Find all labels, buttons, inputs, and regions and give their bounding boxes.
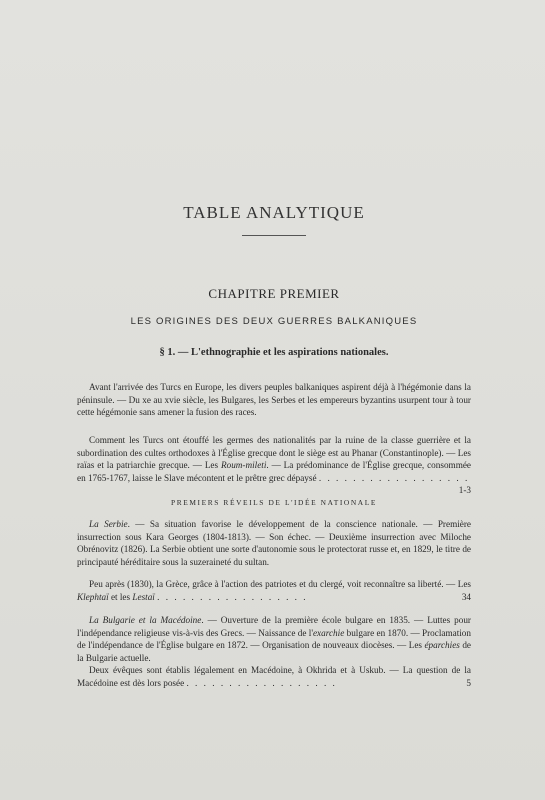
- leader-dots: . . . . . . . . . . . . . . . . . .: [186, 677, 337, 688]
- p4-mid: et les: [108, 591, 133, 602]
- p4-text: Peu après (1830), la Grèce, grâce à l'action des patriotes et du clergé, voit reconnaître sa liberté. — Les: [89, 579, 471, 589]
- chapter-heading: CHAPITRE PREMIER: [208, 286, 340, 301]
- p2-text: Comment les Turcs ont étouffé les germes des nationalités par la ruine de la classe guerrière et la subordination des cultes orthodoxes à l'Église grecque dont le siège est au Phanar (Constantinople). — Les raïas et la patriarchie grecque. — Les: [77, 435, 471, 471]
- page-ref: 5: [466, 677, 471, 688]
- p6-text: Deux évêques sont établis légalement en Macédoine, à Okhrida et à Uskub. — La question de la Macédoine est dès lors posée: [77, 665, 471, 688]
- p5-text-3: de la Bulgarie actuelle.: [77, 640, 472, 663]
- p4-italic-2: Lestaï: [132, 591, 155, 602]
- paragraph-6: [77, 664, 471, 689]
- paragraph-5: [77, 614, 471, 664]
- p2-rest: . — La prédominance de l'Église grecque, consommée en 1765-1767, laisse le Slave mécontent et le prêtre grec dépaysé: [77, 460, 471, 483]
- p5-italic: La Bulgarie et la Macédoine: [89, 615, 202, 625]
- page-title: TABLE ANALYTIQUE: [183, 203, 365, 222]
- paragraph-4: [77, 578, 471, 603]
- leader-dots: . . . . . . . . . . . . . . . . . .: [157, 591, 308, 602]
- p4-italic-1: Klephtaï: [77, 591, 109, 602]
- p5-italic-3: éparchies: [424, 640, 460, 651]
- p5-italic-2: exarchie: [312, 627, 345, 638]
- p3-text: . — Sa situation favorise le développement de la conscience nationale. — Première insurrection sous Kara Georges (1804-1813). — Son échec. — Deuxième insurrection avec Miloche Obrénovitz (1826). La Serbie obtient une sorte d'autonomie sous le protectorat russe et, en 1829, le titre de principauté héréditaire sous la suzeraineté du sultan.: [77, 519, 471, 567]
- p3-italic: La Serbie: [89, 519, 128, 529]
- chapter-subtitle: LES ORIGINES DES DEUX GUERRES BALKANIQUES: [130, 316, 418, 327]
- title-rule: [242, 235, 306, 236]
- page-ref: 1-3: [458, 485, 471, 496]
- paragraph-2: [77, 434, 471, 497]
- leader-dots: . . . . . . . . . . . . . . . . . .: [318, 472, 470, 483]
- p5-text: . — Ouverture de la première école bulgare en 1835. — Luttes pour l'indépendance religieuse vis-à-vis des Grecs. — Naissance de l': [77, 615, 471, 638]
- paragraph-1: Avant l'arrivée des Turcs en Europe, les divers peuples balkaniques aspirent déjà à l'hégémonie dans la péninsule. — Du xe au xvie siècle, les Bulgares, les Serbes et les empereurs byzantins usurpent tour à tour cette hégémonie sans amener la fusion des races.: [77, 382, 471, 418]
- section-title: § 1. — L'ethnographie et les aspirations nationales.: [159, 347, 389, 358]
- page-ref: 34: [461, 591, 471, 602]
- subsection-heading: PREMIERS RÉVEILS DE L'IDÉE NATIONALE: [171, 498, 377, 507]
- p2-italic: Roum-mileti: [220, 460, 267, 471]
- p5-text-2: bulgare en 1870. — Proclamation de l'indépendance de l'Église bulgare en 1872. — Organisation de nouveaux diocèses. — Les: [77, 627, 471, 651]
- paragraph-3: [77, 518, 471, 568]
